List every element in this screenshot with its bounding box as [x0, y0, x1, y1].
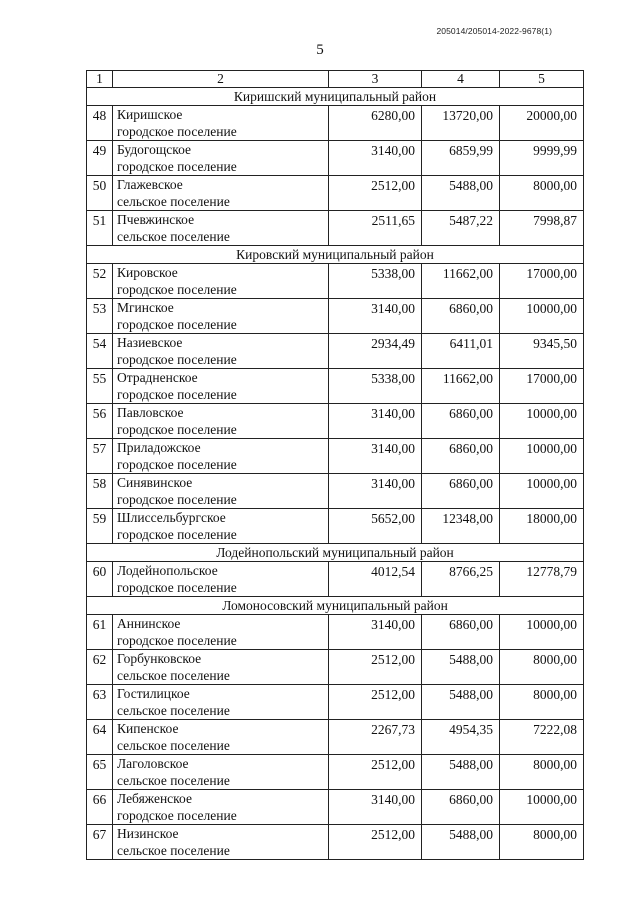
settlement-name-cell [113, 650, 329, 685]
table-row [87, 650, 584, 685]
row-number: 52 [87, 264, 113, 299]
region-name: Киришский муниципальный район [87, 88, 584, 106]
settlement-name: Павловское [117, 405, 184, 420]
settlement-type: городское поселение [117, 632, 237, 648]
value-column-3: 5338,00 [329, 264, 422, 299]
value-column-4: 6860,00 [422, 790, 500, 825]
value-column-3: 3140,00 [329, 404, 422, 439]
value-column-4: 5487,22 [422, 211, 500, 246]
value-column-5: 10000,00 [500, 404, 584, 439]
value-column-3: 2512,00 [329, 650, 422, 685]
value-column-4: 6411,01 [422, 334, 500, 369]
value-column-4: 11662,00 [422, 264, 500, 299]
settlement-type: городское поселение [117, 351, 237, 367]
value-column-5: 8000,00 [500, 176, 584, 211]
table-body [87, 88, 584, 860]
settlement-type: городское поселение [117, 491, 237, 507]
settlement-name: Низинское [117, 826, 179, 841]
settlement-type: городское поселение [117, 281, 237, 297]
value-column-4: 6860,00 [422, 439, 500, 474]
table-row [87, 562, 584, 597]
settlement-type: городское поселение [117, 579, 237, 595]
settlement-name-cell [113, 299, 329, 334]
value-column-4: 6859,99 [422, 141, 500, 176]
value-column-3: 2934,49 [329, 334, 422, 369]
settlement-type: сельское поселение [117, 842, 230, 858]
settlement-name-cell [113, 264, 329, 299]
value-column-3: 3140,00 [329, 615, 422, 650]
settlement-name: Приладожское [117, 440, 201, 455]
settlement-name: Горбунковское [117, 651, 202, 666]
settlement-name-cell [113, 474, 329, 509]
value-column-3: 5338,00 [329, 369, 422, 404]
value-column-5: 9999,99 [500, 141, 584, 176]
value-column-3: 2512,00 [329, 685, 422, 720]
value-column-4: 8766,25 [422, 562, 500, 597]
value-column-5: 9345,50 [500, 334, 584, 369]
settlement-name: Аннинское [117, 616, 181, 631]
row-number: 48 [87, 106, 113, 141]
value-column-3: 3140,00 [329, 141, 422, 176]
row-number: 67 [87, 825, 113, 860]
settlement-type: сельское поселение [117, 772, 230, 788]
value-column-4: 6860,00 [422, 299, 500, 334]
value-column-5: 10000,00 [500, 615, 584, 650]
settlement-type: городское поселение [117, 456, 237, 472]
settlement-name: Лодейнопольское [117, 563, 218, 578]
value-column-4: 4954,35 [422, 720, 500, 755]
table-row [87, 264, 584, 299]
row-number: 61 [87, 615, 113, 650]
settlement-name-cell [113, 439, 329, 474]
settlement-name: Кипенское [117, 721, 179, 736]
value-column-4: 5488,00 [422, 176, 500, 211]
table-row [87, 211, 584, 246]
row-number: 53 [87, 299, 113, 334]
settlement-name: Мгинское [117, 300, 174, 315]
row-number: 56 [87, 404, 113, 439]
row-number: 50 [87, 176, 113, 211]
settlement-type: сельское поселение [117, 737, 230, 753]
region-name: Кировский муниципальный район [87, 246, 584, 264]
row-number: 60 [87, 562, 113, 597]
table-row [87, 176, 584, 211]
table-row [87, 141, 584, 176]
value-column-3: 3140,00 [329, 474, 422, 509]
settlement-name: Назиевское [117, 335, 183, 350]
settlement-name: Лебяженское [117, 791, 192, 806]
region-row [87, 88, 584, 106]
settlement-type: сельское поселение [117, 228, 230, 244]
settlement-name-cell [113, 369, 329, 404]
settlement-type: городское поселение [117, 158, 237, 174]
table-row [87, 790, 584, 825]
column-header-2: 2 [113, 71, 329, 88]
row-number: 55 [87, 369, 113, 404]
row-number: 51 [87, 211, 113, 246]
settlement-name-cell [113, 509, 329, 544]
region-name: Лодейнопольский муниципальный район [87, 544, 584, 562]
table-row [87, 106, 584, 141]
table-row [87, 755, 584, 790]
value-column-3: 2512,00 [329, 825, 422, 860]
row-number: 49 [87, 141, 113, 176]
table-row [87, 825, 584, 860]
row-number: 65 [87, 755, 113, 790]
region-row [87, 597, 584, 615]
settlement-name-cell [113, 825, 329, 860]
settlement-name-cell [113, 685, 329, 720]
settlement-name: Глажевское [117, 177, 183, 192]
row-number: 66 [87, 790, 113, 825]
settlement-name: Кировское [117, 265, 178, 280]
value-column-5: 10000,00 [500, 439, 584, 474]
table-header-row [87, 71, 584, 88]
value-column-3: 5652,00 [329, 509, 422, 544]
settlement-name-cell [113, 404, 329, 439]
value-column-5: 8000,00 [500, 685, 584, 720]
row-number: 62 [87, 650, 113, 685]
value-column-5: 8000,00 [500, 825, 584, 860]
allocation-table [86, 70, 584, 860]
value-column-3: 2511,65 [329, 211, 422, 246]
value-column-3: 3140,00 [329, 299, 422, 334]
row-number: 63 [87, 685, 113, 720]
value-column-5: 18000,00 [500, 509, 584, 544]
settlement-name: Пчевжинское [117, 212, 195, 227]
value-column-5: 8000,00 [500, 755, 584, 790]
settlement-type: городское поселение [117, 386, 237, 402]
settlement-name-cell [113, 106, 329, 141]
settlement-name-cell [113, 334, 329, 369]
value-column-5: 17000,00 [500, 264, 584, 299]
value-column-4: 12348,00 [422, 509, 500, 544]
value-column-5: 12778,79 [500, 562, 584, 597]
column-header-5: 5 [500, 71, 584, 88]
value-column-5: 8000,00 [500, 650, 584, 685]
settlement-name-cell [113, 211, 329, 246]
value-column-3: 2512,00 [329, 176, 422, 211]
settlement-type: городское поселение [117, 123, 237, 139]
settlement-name: Отрадненское [117, 370, 198, 385]
value-column-3: 4012,54 [329, 562, 422, 597]
settlement-type: сельское поселение [117, 667, 230, 683]
table-row [87, 439, 584, 474]
value-column-4: 5488,00 [422, 825, 500, 860]
value-column-5: 7998,87 [500, 211, 584, 246]
row-number: 54 [87, 334, 113, 369]
value-column-4: 13720,00 [422, 106, 500, 141]
table-row [87, 404, 584, 439]
value-column-4: 5488,00 [422, 650, 500, 685]
region-row [87, 246, 584, 264]
table-row [87, 334, 584, 369]
value-column-5: 10000,00 [500, 474, 584, 509]
settlement-name: Лаголовское [117, 756, 189, 771]
column-header-1: 1 [87, 71, 113, 88]
value-column-5: 10000,00 [500, 790, 584, 825]
page-number: 5 [316, 42, 324, 58]
settlement-type: сельское поселение [117, 702, 230, 718]
settlement-name: Будогощское [117, 142, 192, 157]
settlement-name-cell [113, 790, 329, 825]
value-column-5: 20000,00 [500, 106, 584, 141]
settlement-name-cell [113, 562, 329, 597]
settlement-type: городское поселение [117, 316, 237, 332]
table-row [87, 474, 584, 509]
value-column-5: 10000,00 [500, 299, 584, 334]
settlement-name: Шлиссельбургское [117, 510, 226, 525]
table-row [87, 369, 584, 404]
settlement-type: городское поселение [117, 807, 237, 823]
column-header-4: 4 [422, 71, 500, 88]
value-column-5: 17000,00 [500, 369, 584, 404]
settlement-type: городское поселение [117, 526, 237, 542]
value-column-3: 2512,00 [329, 755, 422, 790]
settlement-name-cell [113, 615, 329, 650]
column-header-3: 3 [329, 71, 422, 88]
row-number: 59 [87, 509, 113, 544]
row-number: 57 [87, 439, 113, 474]
value-column-4: 6860,00 [422, 474, 500, 509]
row-number: 64 [87, 720, 113, 755]
value-column-4: 6860,00 [422, 404, 500, 439]
value-column-4: 5488,00 [422, 685, 500, 720]
settlement-name: Синявинское [117, 475, 193, 490]
table-row [87, 685, 584, 720]
table-row [87, 720, 584, 755]
document-id: 205014/205014-2022-9678(1) [436, 26, 552, 36]
settlement-name-cell [113, 176, 329, 211]
value-column-3: 3140,00 [329, 790, 422, 825]
settlement-name-cell [113, 755, 329, 790]
settlement-name: Киришское [117, 107, 183, 122]
value-column-3: 3140,00 [329, 439, 422, 474]
row-number: 58 [87, 474, 113, 509]
settlement-type: городское поселение [117, 421, 237, 437]
value-column-4: 6860,00 [422, 615, 500, 650]
value-column-3: 6280,00 [329, 106, 422, 141]
table-row [87, 509, 584, 544]
table-row [87, 299, 584, 334]
region-row [87, 544, 584, 562]
value-column-4: 11662,00 [422, 369, 500, 404]
value-column-5: 7222,08 [500, 720, 584, 755]
settlement-name-cell [113, 141, 329, 176]
table-row [87, 615, 584, 650]
settlement-name-cell [113, 720, 329, 755]
region-name: Ломоносовский муниципальный район [87, 597, 584, 615]
value-column-3: 2267,73 [329, 720, 422, 755]
settlement-type: сельское поселение [117, 193, 230, 209]
value-column-4: 5488,00 [422, 755, 500, 790]
settlement-name: Гостилицкое [117, 686, 190, 701]
